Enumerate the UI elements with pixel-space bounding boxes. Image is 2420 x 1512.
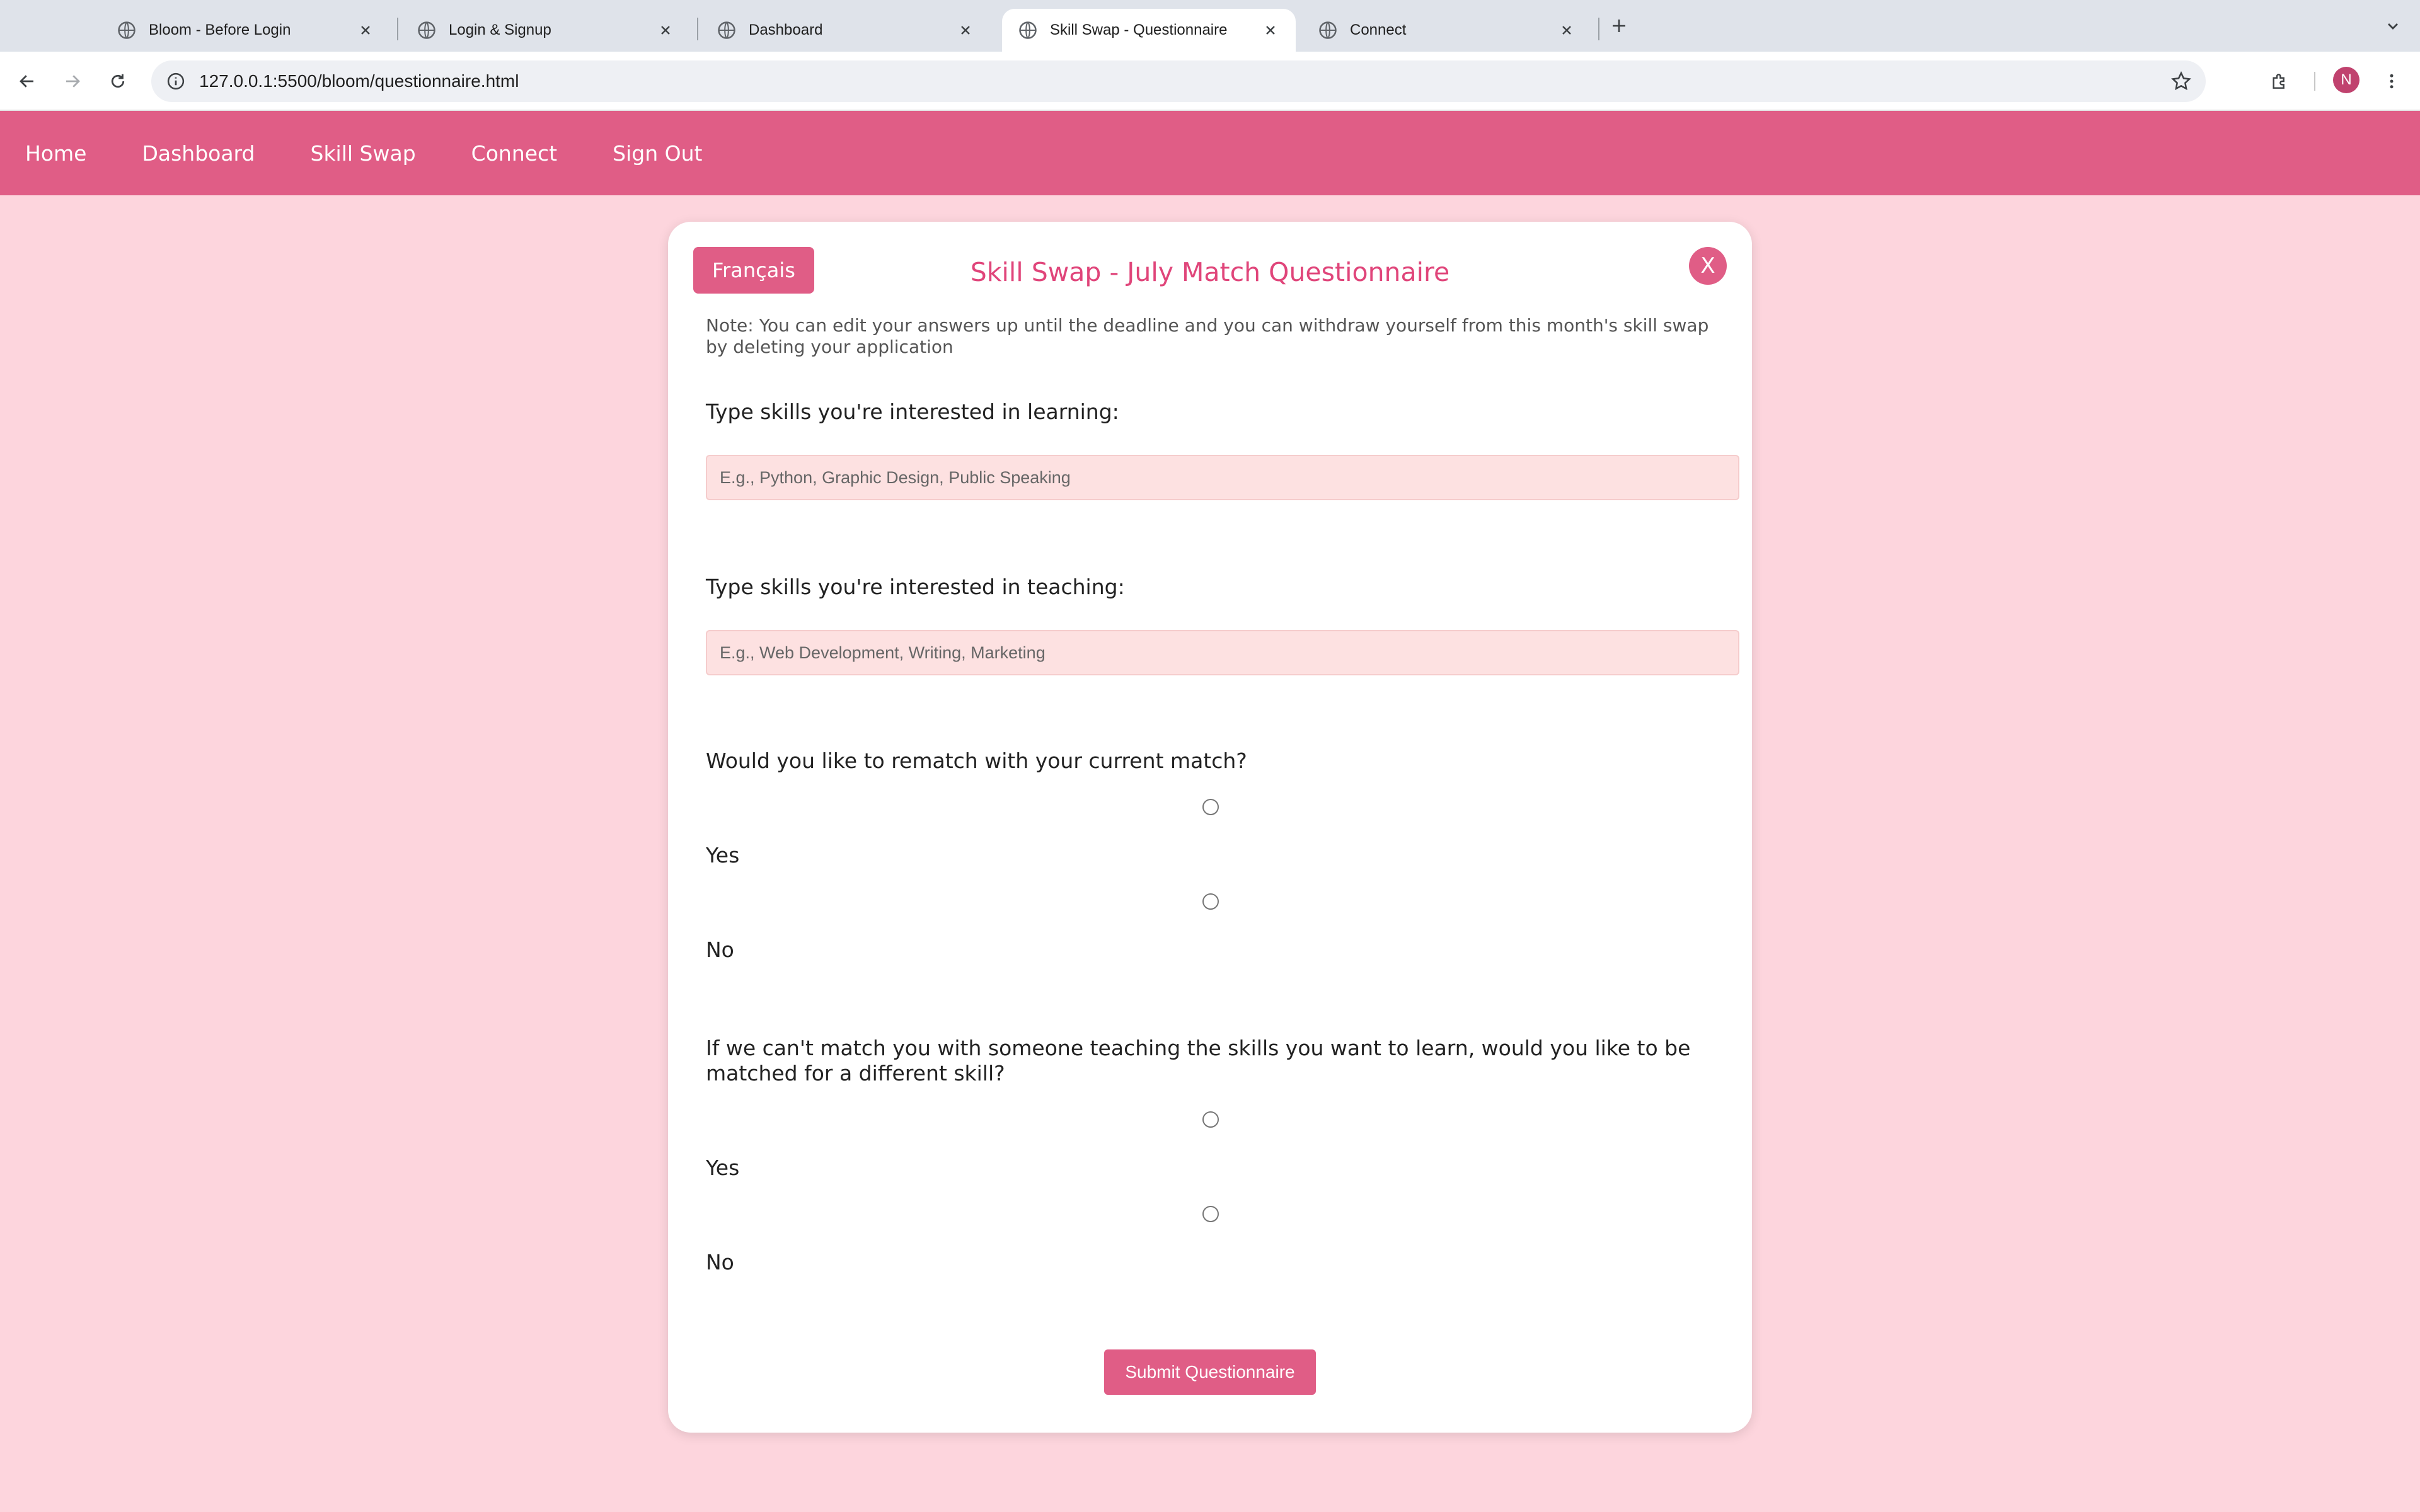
reload-button[interactable] (103, 67, 132, 96)
close-tab-icon[interactable] (655, 20, 676, 40)
tab-divider (697, 18, 698, 40)
nav-skill-swap[interactable]: Skill Swap (310, 140, 416, 166)
different-skill-yes-label[interactable]: Yes (706, 1155, 740, 1180)
teaching-skills-label: Type skills you're interested in teaching: (706, 575, 1125, 599)
tab-title: Skill Swap - Questionnaire (1050, 21, 1228, 38)
tab-divider (1598, 18, 1599, 40)
globe-icon (417, 21, 436, 40)
nav-home[interactable]: Home (25, 140, 87, 166)
address-bar[interactable] (151, 60, 2206, 102)
rematch-no-label[interactable]: No (706, 937, 734, 962)
kebab-menu-icon (2382, 72, 2401, 91)
submit-questionnaire-button[interactable]: Submit Questionnaire (1104, 1349, 1316, 1395)
deadline-note: Note: You can edit your answers up until the deadline and you can withdraw yourself from this month's skill swap by deleting your application (706, 315, 1709, 357)
bookmark-star-icon[interactable] (2170, 71, 2192, 92)
browser-tab-bloom-before-login[interactable] (101, 9, 391, 52)
learning-skills-input[interactable] (706, 455, 1739, 500)
browser-toolbar (0, 52, 2420, 111)
nav-connect[interactable]: Connect (471, 140, 558, 166)
close-tab-icon[interactable] (1260, 20, 1281, 40)
rematch-question: Would you like to rematch with your current match? (706, 748, 1247, 773)
rematch-yes-label[interactable]: Yes (706, 843, 740, 868)
arrow-left-icon (18, 72, 37, 91)
different-skill-question: If we can't match you with someone teaching the skills you want to learn, would you like to be matched for a different skill? (706, 1036, 1691, 1085)
page-title: Skill Swap - July Match Questionnaire (970, 257, 1450, 287)
different-skill-no-label[interactable]: No (706, 1250, 734, 1274)
nav-dashboard[interactable]: Dashboard (142, 140, 255, 166)
tab-title: Login & Signup (449, 21, 551, 38)
globe-icon (117, 21, 136, 40)
tab-title: Dashboard (749, 21, 823, 38)
tab-title: Bloom - Before Login (149, 21, 291, 38)
browser-tab-login-signup[interactable] (401, 9, 691, 52)
rematch-no-radio[interactable] (1202, 893, 1219, 910)
profile-avatar[interactable]: N (2333, 67, 2360, 93)
browser-tab-questionnaire[interactable] (1002, 9, 1296, 52)
language-toggle-button[interactable]: Français (693, 247, 814, 294)
different-skill-no-radio[interactable] (1202, 1206, 1219, 1222)
reload-icon (108, 72, 127, 91)
nav-sign-out[interactable]: Sign Out (613, 140, 703, 166)
browser-menu-button[interactable] (2377, 67, 2406, 96)
extensions-button[interactable] (2265, 67, 2294, 96)
browser-tab-connect[interactable] (1302, 9, 1592, 52)
browser-tab-dashboard[interactable] (701, 9, 991, 52)
rematch-yes-radio[interactable] (1202, 799, 1219, 815)
close-tab-icon[interactable] (1557, 20, 1577, 40)
tab-search-button[interactable] (2380, 13, 2406, 39)
different-skill-yes-radio[interactable] (1202, 1111, 1219, 1128)
plus-icon (1611, 18, 1627, 34)
forward-button[interactable] (58, 67, 87, 96)
close-tab-icon[interactable] (355, 20, 376, 40)
tab-divider (397, 18, 398, 40)
toolbar-divider (2314, 72, 2315, 91)
arrow-right-icon (63, 72, 82, 91)
chevron-down-icon (2385, 18, 2400, 33)
teaching-skills-input[interactable] (706, 630, 1739, 675)
questionnaire-card (668, 222, 1752, 1433)
url-text[interactable]: 127.0.0.1:5500/bloom/questionnaire.html (199, 71, 519, 91)
globe-icon (1318, 21, 1337, 40)
close-button[interactable]: X (1689, 247, 1727, 285)
close-tab-icon[interactable] (955, 20, 976, 40)
learning-skills-label: Type skills you're interested in learning: (706, 399, 1119, 424)
back-button[interactable] (13, 67, 42, 96)
tab-title: Connect (1350, 21, 1407, 38)
globe-icon (1018, 21, 1037, 40)
browser-tab-strip (0, 0, 2420, 52)
globe-icon (717, 21, 736, 40)
site-navbar (0, 111, 2420, 195)
info-icon[interactable] (166, 72, 185, 91)
new-tab-button[interactable] (1606, 13, 1632, 39)
puzzle-icon (2269, 71, 2290, 91)
